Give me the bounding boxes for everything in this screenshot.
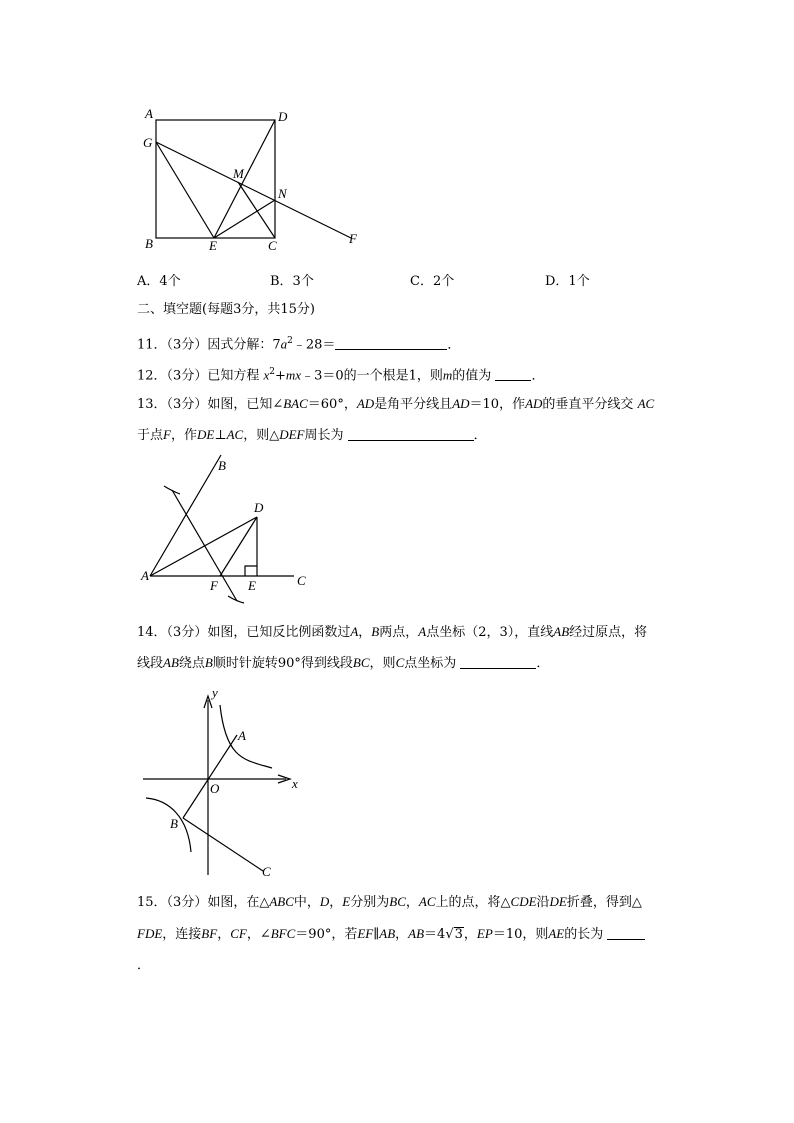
question-13-line-1: 13．（3分）如图，已知∠BAC＝60°，AD是角平分线且AD＝10，作AD的垂直平分线交 AC (137, 396, 655, 412)
label-b: B (145, 236, 153, 251)
label-g: G (143, 135, 153, 150)
label-c: C (297, 573, 306, 588)
label-f: F (349, 231, 357, 246)
question-14-line-1: 14．（3分）如图，已知反比例函数过A，B两点，A点坐标（2，3），直线AB经过原点，将 (137, 624, 648, 640)
label-e: E (248, 578, 256, 593)
label-a: A (145, 106, 153, 121)
answer-blank-15[interactable] (607, 925, 645, 940)
segment-bc (183, 818, 263, 871)
hyperbola-branch-upper (220, 705, 272, 768)
label-n: N (278, 186, 287, 201)
option-d: D．1个 (545, 274, 590, 289)
line-ab (183, 735, 237, 818)
hyperbola-branch-lower (146, 798, 191, 852)
label-o: O (210, 781, 220, 796)
question-11: 11．（3分）因式分解：$7a^2﹣28=$ ． (137, 336, 461, 353)
question-14-line-2: 线段AB绕点B顺时针旋转90°得到线段BC，则C点坐标为 ． (137, 655, 550, 671)
label-x: x (292, 776, 298, 791)
question-12: 12．（3分）已知方程 $x^2+mx﹣3=0$的一个根是1，则m的值为 ． (137, 367, 545, 384)
question-15-line-2: FDE，连接BF，CF，∠BFC＝90°，若EF∥AB，AB＝4√3，EP＝10，则AE的长为 (137, 925, 645, 944)
label-a: A (141, 568, 149, 583)
label-d: D (278, 109, 288, 124)
label-a: A (238, 728, 246, 743)
label-b: B (218, 458, 226, 473)
sqrt-symbol: √ (445, 927, 454, 942)
label-m: M (233, 166, 244, 181)
section-title: 二、填空题(每题3分，共15分) (137, 302, 315, 317)
label-c: C (262, 864, 271, 879)
option-b: B．3个 (270, 274, 314, 289)
option-c: C．2个 (410, 274, 455, 289)
label-d: D (254, 500, 264, 515)
question-15-line-1: 15．（3分）如图，在△ABC中，D，E分别为BC，AC上的点，将△CDE沿DE折叠，得到△ (137, 894, 642, 910)
label-b: B (170, 816, 178, 831)
option-a: A．4个 (137, 274, 181, 289)
question-13-line-2: 于点F，作DE⊥AC，则△DEF周长为 ． (137, 427, 487, 443)
label-f: F (210, 578, 218, 593)
label-y: y (212, 685, 218, 700)
label-e: E (209, 238, 217, 253)
question-15-line-3: ． (137, 958, 151, 973)
label-c: C (268, 238, 277, 253)
